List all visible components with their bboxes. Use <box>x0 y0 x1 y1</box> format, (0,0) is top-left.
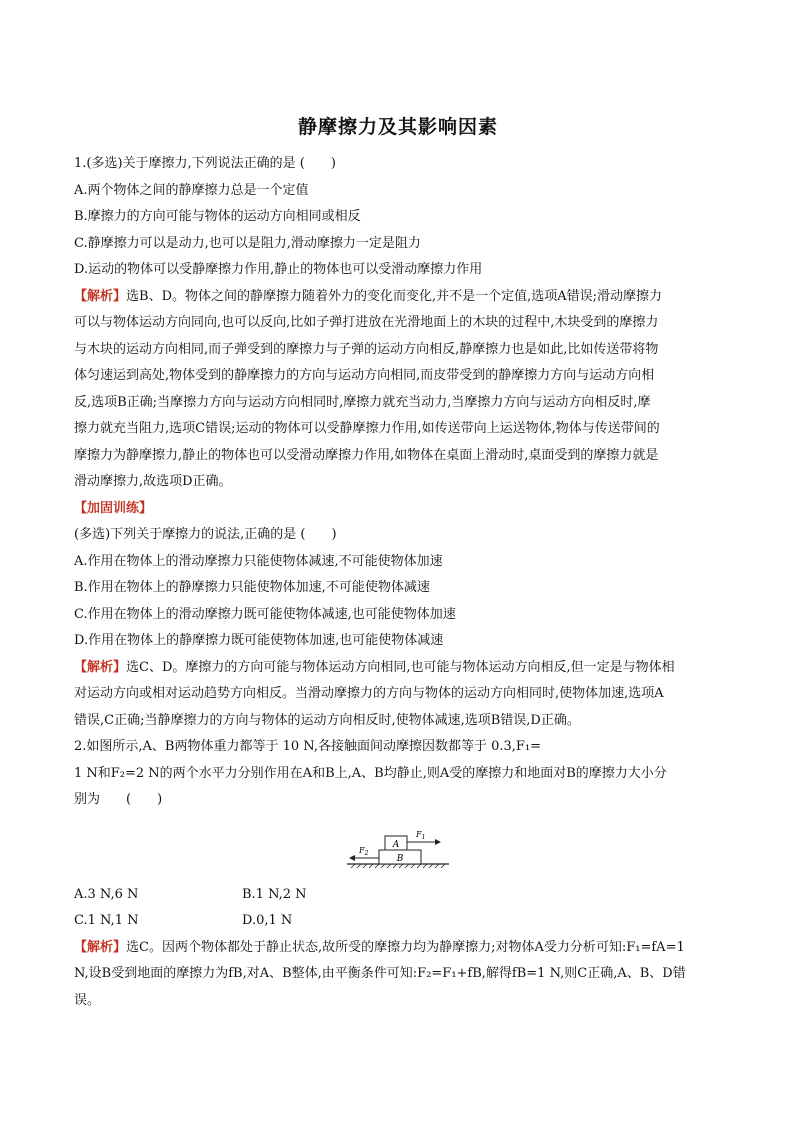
q2-stem-line: 1 N和F₂=2 N的两个水平力分别作用在A和B上,A、B均静止,则A受的摩擦力和地面对B的摩擦力大小分 <box>74 765 667 781</box>
blocks-diagram <box>343 818 453 876</box>
page-title: 静摩擦力及其影响因素 <box>297 116 498 138</box>
training-option-a: A.作用在物体上的滑动摩擦力只能使物体减速,不可能使物体加速 <box>74 553 443 569</box>
q1-analysis-line: 摩擦力为静摩擦力,静止的物体也可以受滑动摩擦力作用,如物体在桌面上滑动时,桌面受到的摩擦力就是 <box>74 447 659 463</box>
blocks-figure <box>74 818 722 876</box>
training-stem: (多选)下列关于摩擦力的说法,正确的是 ( ) <box>74 527 337 542</box>
training-analysis-line: 对运动方向或相对运动趋势方向相反。当滑动摩擦力的方向与物体的运动方向相同时,使物体加速,选项A <box>74 686 664 701</box>
q2-choices-row <box>74 882 722 909</box>
analysis-tag: 【解析】 <box>74 939 127 955</box>
q2-analysis-line: N,设B受到地面的摩擦力为fB,对A、B整体,由平衡条件可知:F₂=F₁+fB,解得fB=1 N,则C正确,A、B、D错 <box>74 966 686 981</box>
q1-analysis-line: 【解析】选B、D。物体之间的静摩擦力随着外力的变化而变化,并不是一个定值,选项A错误;滑动摩擦力 <box>74 288 663 304</box>
document-page <box>74 112 722 1014</box>
q2-analysis-line: 误。 <box>74 992 101 1008</box>
analysis-tag: 【解析】 <box>74 659 127 675</box>
q2-option-b: B.1 N,2 N <box>242 886 307 902</box>
q2-option-d: D.0,1 N <box>242 913 293 928</box>
training-analysis-line: 错误,C正确;当静摩擦力的方向与物体的运动方向相反时,使物体减速,选项B错误,D正确。 <box>74 712 580 728</box>
q1-analysis-line: 反,选项B正确;当摩擦力方向与运动方向相同时,摩擦力就充当动力,当摩擦力方向与运动方向相反时,摩 <box>74 394 651 410</box>
force-1-arrowhead <box>435 839 441 845</box>
q1-analysis-line: 滑动摩擦力,故选项D正确。 <box>74 474 232 489</box>
force-1-label: $F_1$ <box>416 829 426 841</box>
training-option-b: B.作用在物体上的静摩擦力只能使物体加速,不可能使物体减速 <box>74 580 430 595</box>
q2-choices-row <box>74 908 722 935</box>
q1-option-b: B.摩擦力的方向可能与物体的运动方向相同或相反 <box>74 209 361 224</box>
training-option-d: D.作用在物体上的静摩擦力既可能使物体加速,也可能使物体减速 <box>74 633 444 648</box>
analysis-tag: 【解析】 <box>74 288 127 304</box>
q1-option-d: D.运动的物体可以受静摩擦力作用,静止的物体也可以受滑动摩擦力作用 <box>74 262 483 277</box>
training-analysis-line: 【解析】选C、D。摩擦力的方向可能与物体运动方向相同,也可能与物体运动方向相反,但一定是与物体相 <box>74 659 675 675</box>
q2-option-a: A.3 N,6 N <box>74 886 139 902</box>
training-tag: 【加固训练】 <box>74 500 153 516</box>
q2-stem-line: 2.如图所示,A、B两物体重力都等于 10 N,各接触面间动摩擦因数都等于 0.3,F₁= <box>74 739 542 754</box>
q1-option-a: A.两个物体之间的静摩擦力总是一个定值 <box>74 182 309 198</box>
q1-option-c: C.静摩擦力可以是动力,也可以是阻力,滑动摩擦力一定是阻力 <box>74 235 421 251</box>
force-2-label: $F_2$ <box>359 845 369 857</box>
q2-option-c: C.1 N,1 N <box>74 913 139 928</box>
q1-analysis-line: 可以与物体运动方向同向,也可以反向,比如子弹打进放在光滑地面上的木块的过程中,木块受到的摩擦力 <box>74 315 659 330</box>
q2-stem-line: 别为 ( ) <box>74 792 163 807</box>
q1-analysis-line: 擦力就充当阻力,选项C错误;运动的物体可以受静摩擦力作用,如传送带向上运送物体,物体与传送带间的 <box>74 421 660 436</box>
q1-stem: 1.(多选)关于摩擦力,下列说法正确的是 ( ) <box>74 156 336 171</box>
training-option-c: C.作用在物体上的滑动摩擦力既可能使物体减速,也可能使物体加速 <box>74 606 456 622</box>
q2-analysis-line: 【解析】选C。因两个物体都处于静止状态,故所受的摩擦力均为静摩擦力;对物体A受力分析可知:F₁=fA=1 <box>74 939 685 955</box>
block-b-label: B <box>396 853 404 864</box>
q1-analysis-line: 与木块的运动方向相同,而子弹受到的摩擦力与子弹的运动方向相反,静摩擦力也是如此,比如传送带将物 <box>74 341 659 357</box>
q1-analysis-line: 体匀速运到高处,物体受到的静摩擦力的方向与运动方向相同,而皮带受到的静摩擦力方向与运动方向相 <box>74 368 655 383</box>
block-a-label: A <box>392 839 400 850</box>
force-2-arrowhead <box>349 855 355 861</box>
